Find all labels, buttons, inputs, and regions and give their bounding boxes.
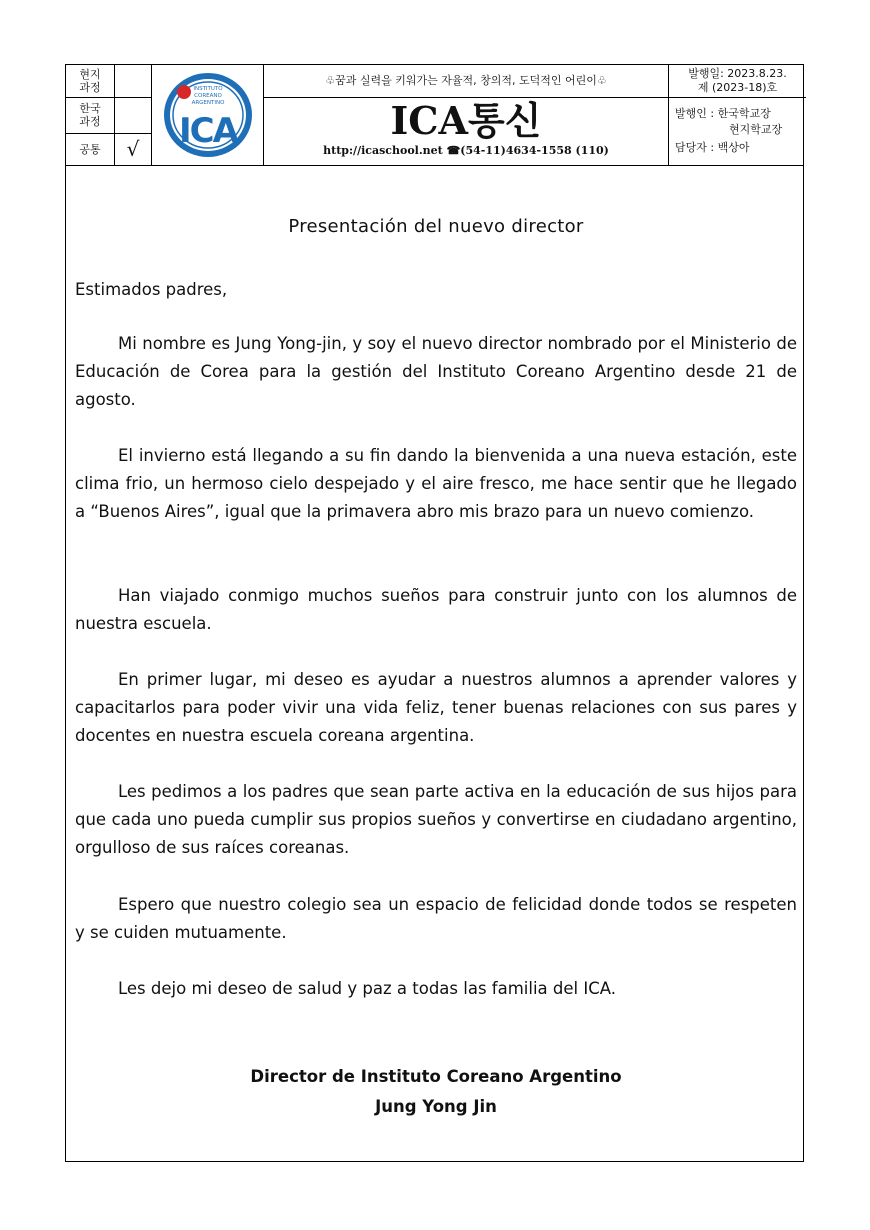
newsletter-title: ICA통신 (390, 98, 542, 143)
check-mark: √ (126, 137, 140, 161)
publisher-2: 현지학교장 (729, 123, 783, 136)
publisher-1: 발행인 : 한국학교장 (675, 107, 771, 120)
course-korea-cell (66, 98, 115, 134)
course-local-label: 현지 과정 (79, 68, 101, 94)
letter-greeting: Estimados padres, (75, 280, 228, 299)
newsletter-header (66, 65, 803, 166)
paragraph-3: Han viajado conmigo muchos sueños para construir junto con los alumnos de nuestra escuela. (75, 586, 797, 633)
signature-name: Jung Yong Jin (375, 1097, 497, 1116)
manager: 담당자 : 백상아 (675, 141, 750, 154)
paragraph-7: Les dejo mi deseo de salud y paz a todas las familia del ICA. (118, 979, 616, 998)
course-common-check (115, 134, 152, 166)
svg-text:ICA: ICA (179, 111, 237, 151)
paragraph-5: Les pedimos a los padres que sean parte activa en la educación de sus hijos para que cada uno pueda cumplir sus propios sueños y convertirse en ciudadano argentino, orgulloso de sus raíces coreanas. (75, 782, 797, 857)
school-motto: ♧꿈과 실력을 키워가는 자율적, 창의적, 도덕적인 어린이♧ (325, 74, 607, 87)
publication-info-cell (668, 65, 805, 166)
course-korea-label: 한국 과정 (79, 102, 101, 128)
school-contact: http://icaschool.net ☎(54-11)4634-1558 (110) (323, 144, 609, 157)
paragraph-1: Mi nombre es Jung Yong-jin, y soy el nuevo director nombrado por el Ministerio de Educación de Corea para la gestión del Instituto Coreano Argentino desde 21 de agosto. (75, 334, 797, 409)
pub-divider (669, 97, 806, 98)
logo-cell (152, 65, 264, 166)
issue-date: 발행일: 2023.8.23. (688, 67, 787, 80)
paragraph-2: El invierno está llegando a su fin dando la bienvenida a una nueva estación, este clima frio, un hermoso cielo despejado y el aire fresco, me hace sentir que he llegado a “Buenos Aires”, igual que la primavera abro mis brazo para un nuevo comienzo. (75, 446, 797, 521)
course-local-cell (66, 65, 115, 98)
paragraph-4: En primer lugar, mi deseo es ayudar a nuestros alumnos a aprender valores y capacitarlos para poder vivir una vida feliz, tener buenas relaciones con sus pares y docentes en nuestra escuela coreana argentina. (75, 670, 797, 745)
course-local-check (115, 65, 152, 98)
svg-text:INSTITUTO: INSTITUTO (193, 86, 223, 92)
paragraph-6: Espero que nuestro colegio sea un espacio de felicidad donde todos se respeten y se cuiden mutuamente. (75, 895, 797, 942)
signature-title: Director de Instituto Coreano Argentino (250, 1067, 622, 1086)
course-common-cell (66, 134, 115, 166)
issue-number: 제 (2023-18)호 (697, 81, 778, 94)
course-korea-check (115, 98, 152, 134)
ica-logo (162, 70, 254, 160)
newsletter-frame (65, 64, 804, 1162)
letter-title: Presentación del nuevo director (288, 216, 584, 237)
course-common-label: 공통 (79, 143, 101, 156)
svg-text:ARGENTINO: ARGENTINO (191, 100, 225, 106)
svg-text:COREANO: COREANO (194, 93, 222, 99)
